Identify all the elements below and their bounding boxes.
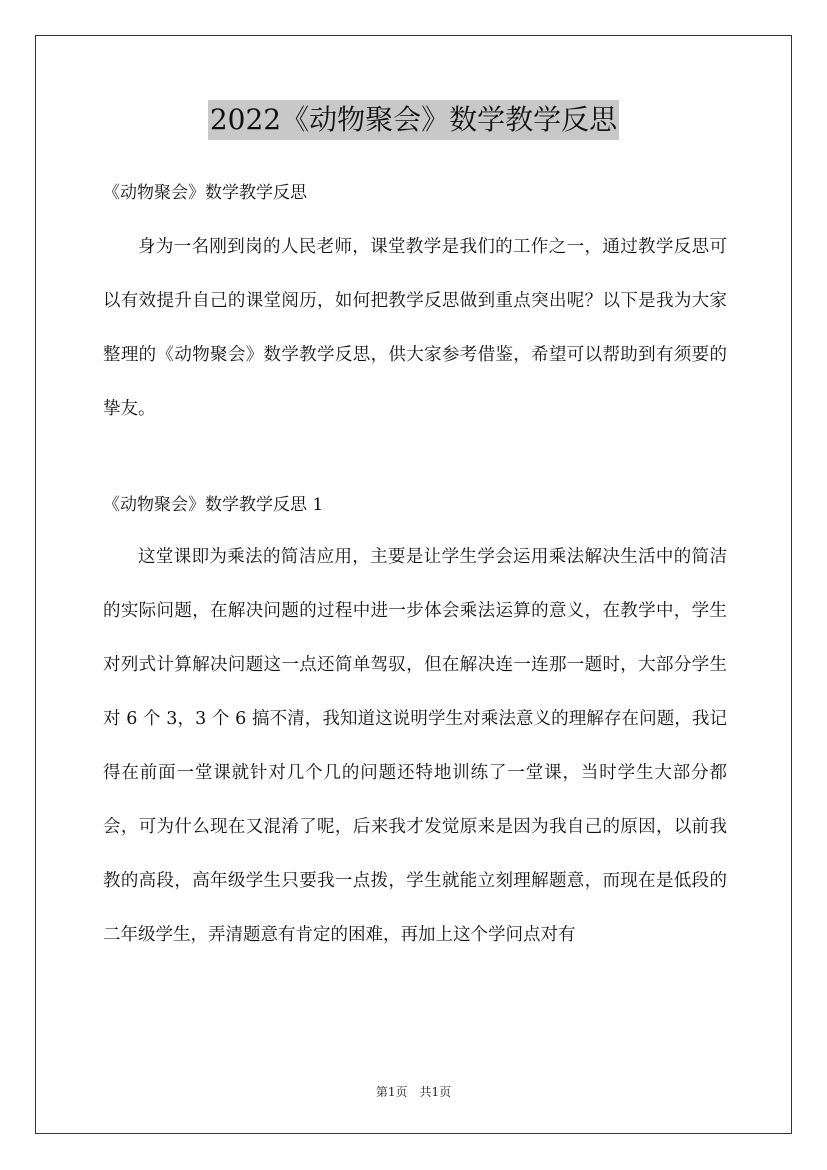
document-title: 2022《动物聚会》数学教学反思 xyxy=(208,100,619,140)
intro-paragraph: 身为一名刚到岗的人民老师，课堂教学是我们的工作之一，通过教学反思可以有效提升自己的课堂阅历，如何把教学反思做到重点突出呢？以下是我为大家整理的《动物聚会》数学教学反思，供大家参考借鉴，希望可以帮助到有须要的挚友。 xyxy=(103,237,727,419)
document-body xyxy=(103,172,727,962)
section1-heading: 《动物聚会》数学教学反思 1 xyxy=(103,495,324,515)
section1-paragraph: 这堂课即为乘法的简洁应用，主要是让学生学会运用乘法解决生活中的简洁的实际问题，在解决问题的过程中进一步体会乘法运算的意义，在教学中，学生对列式计算解决问题这一点还简单驾驭，但在解决连一连那一题时，大部分学生对 6 个 3，3 个 6 搞不清，我知道这说明学生对乘法意义的理解存在问题，我记得在前面一堂课就针对几个几的问题还特地训练了一堂课，当时学生大部分都会，可为什么现在又混淆了呢，后来我才发觉原来是因为我自己的原因，以前我教的高段，高年级学生只要我一点拨，学生就能立刻理解题意，而现在是低段的二年级学生，弄清题意有肯定的困难，再加上这个学问点对有 xyxy=(103,547,727,945)
spacer xyxy=(103,436,727,484)
intro-heading: 《动物聚会》数学教学反思 xyxy=(103,183,307,203)
title-container xyxy=(0,100,827,140)
page-footer: 第1页 共1页 xyxy=(375,1085,452,1099)
